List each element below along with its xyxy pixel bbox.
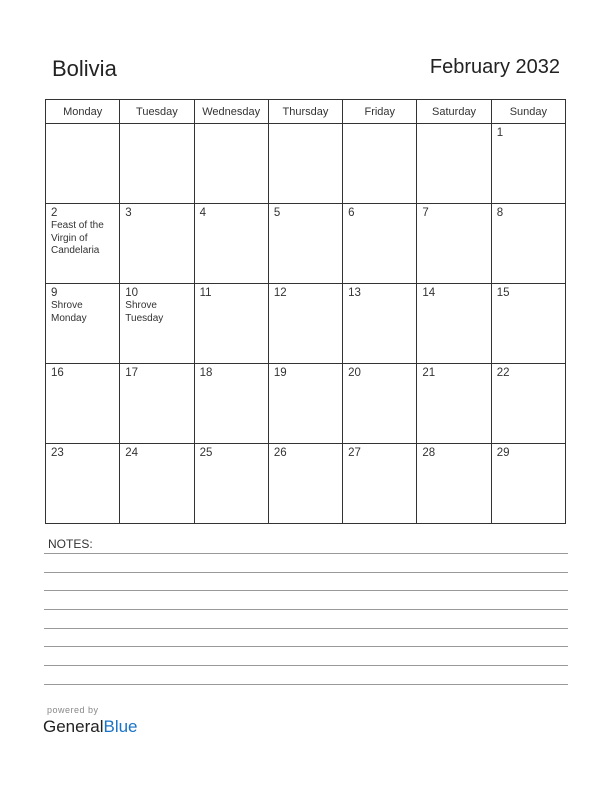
day-cell [194, 364, 268, 444]
day-number: 1 [496, 127, 504, 139]
day-cell [491, 284, 565, 364]
note-line [44, 590, 568, 591]
weekday-header-row [46, 100, 566, 124]
day-number: 29 [496, 447, 510, 459]
day-cell [46, 444, 120, 524]
day-number: 25 [199, 447, 213, 459]
day-number: 10 [125, 287, 139, 299]
day-cell [46, 364, 120, 444]
weekday-tuesday: Tuesday [120, 100, 194, 124]
day-cell [268, 284, 342, 364]
day-number: 2 [51, 207, 58, 219]
day-cell [417, 284, 491, 364]
day-number: 26 [273, 447, 287, 459]
weekday-sunday: Sunday [491, 100, 565, 124]
powered-by-label: powered by [47, 705, 99, 715]
week-row [46, 364, 566, 444]
day-cell [120, 284, 194, 364]
brand-logo [43, 717, 138, 737]
day-cell [120, 364, 194, 444]
day-cell [268, 204, 342, 284]
holiday-label: Shrove Tuesday [125, 300, 164, 324]
day-cell [46, 284, 120, 364]
day-cell [491, 444, 565, 524]
day-number: 19 [273, 367, 287, 379]
calendar-grid [45, 99, 566, 524]
day-number: 16 [51, 367, 64, 379]
day-cell [491, 204, 565, 284]
holiday-label: Feast of the Virgin of Candelaria [51, 220, 104, 256]
day-number: 6 [348, 207, 355, 219]
day-cell [343, 284, 417, 364]
note-line [44, 553, 568, 554]
month-title: February 2032 [429, 56, 560, 78]
day-cell [120, 204, 194, 284]
day-cell [268, 444, 342, 524]
day-number: 12 [273, 287, 287, 299]
note-line [44, 572, 568, 573]
day-number: 23 [51, 447, 64, 459]
day-number: 21 [422, 367, 436, 379]
day-cell [417, 204, 491, 284]
brand-name-part2: Blue [103, 717, 138, 736]
day-number: 28 [422, 447, 436, 459]
weekday-monday: Monday [46, 100, 120, 124]
day-cell [491, 124, 565, 204]
day-cell [343, 364, 417, 444]
weekday-friday: Friday [343, 100, 417, 124]
holiday-label: Shrove Monday [51, 300, 87, 324]
day-number: 13 [348, 287, 361, 299]
day-number: 27 [348, 447, 361, 459]
day-cell [194, 124, 268, 204]
notes-label: NOTES: [48, 537, 93, 551]
country-title: Bolivia [52, 56, 117, 81]
weekday-saturday: Saturday [417, 100, 491, 124]
day-cell [417, 444, 491, 524]
day-number: 14 [422, 287, 436, 299]
brand-name-part1: General [43, 717, 104, 736]
day-cell [268, 364, 342, 444]
day-cell [343, 124, 417, 204]
day-number: 9 [51, 287, 58, 299]
day-number: 7 [422, 207, 429, 219]
day-number: 24 [125, 447, 139, 459]
week-row [46, 444, 566, 524]
day-number: 11 [199, 287, 212, 299]
note-line [44, 646, 568, 647]
day-cell [46, 204, 120, 284]
day-cell [343, 204, 417, 284]
day-cell [194, 284, 268, 364]
weekday-thursday: Thursday [268, 100, 342, 124]
week-row [46, 204, 566, 284]
note-line [44, 628, 568, 629]
week-row [46, 284, 566, 364]
day-number: 3 [125, 207, 132, 219]
day-cell [417, 364, 491, 444]
day-number: 18 [199, 367, 213, 379]
week-row [46, 124, 566, 204]
day-cell [194, 204, 268, 284]
day-cell [120, 444, 194, 524]
note-line [44, 609, 568, 610]
day-cell [268, 124, 342, 204]
day-number: 15 [496, 287, 510, 299]
day-cell [120, 124, 194, 204]
day-number: 4 [199, 207, 206, 219]
day-cell [343, 444, 417, 524]
day-cell [417, 124, 491, 204]
day-number: 8 [496, 207, 504, 219]
day-number: 5 [273, 207, 281, 219]
note-line [44, 665, 568, 666]
weekday-wednesday: Wednesday [194, 100, 268, 124]
day-number: 17 [125, 367, 139, 379]
note-line [44, 684, 568, 685]
day-number: 20 [348, 367, 361, 379]
day-cell [194, 444, 268, 524]
day-number: 22 [496, 367, 510, 379]
day-cell [46, 124, 120, 204]
day-cell [491, 364, 565, 444]
